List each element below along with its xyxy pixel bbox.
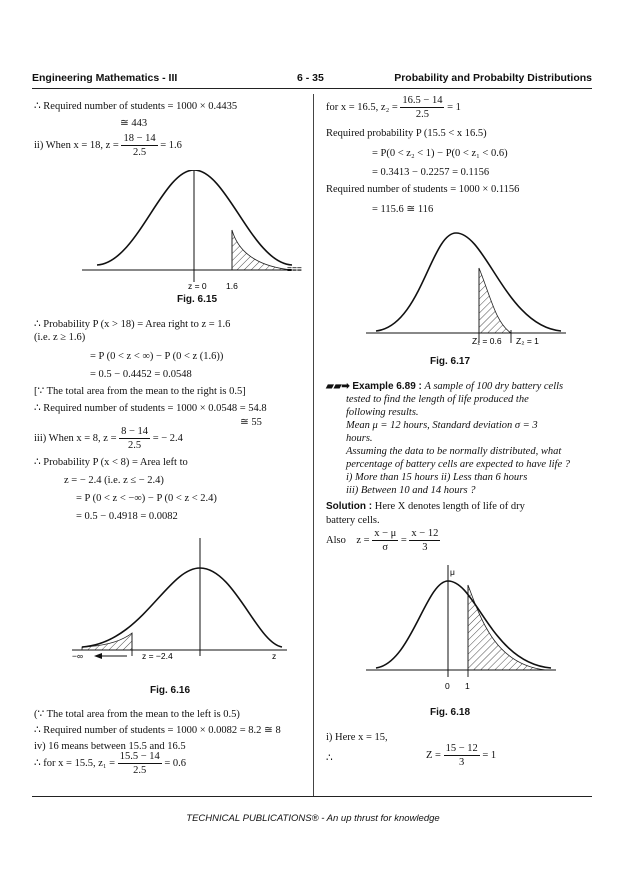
figure-caption: Fig. 6.17 bbox=[430, 356, 471, 367]
figure-6-18 bbox=[366, 565, 566, 695]
mu-label: μ bbox=[450, 567, 455, 577]
example-text: i) More than 15 hours ii) Less than 6 hours bbox=[346, 472, 528, 483]
fraction bbox=[444, 742, 480, 769]
figure-caption: Fig. 6.16 bbox=[150, 685, 191, 696]
numerator: x − 12 bbox=[411, 528, 439, 539]
text-line: Required probability P (15.5 < x 16.5) bbox=[326, 128, 487, 139]
solution-label: Solution : bbox=[326, 501, 373, 512]
eq-prefix: Also bbox=[326, 534, 346, 546]
arrow-icon: ▰▰➡ bbox=[326, 381, 350, 392]
eq-lhs: ii) When x = 18, z = bbox=[34, 139, 119, 151]
example-text: tested to find the length of life produced the bbox=[346, 394, 529, 405]
numerator: 16.5 − 14 bbox=[402, 95, 443, 106]
text-line: ∴ Required number of students = 1000 × 0.4435 bbox=[34, 101, 238, 112]
fraction bbox=[119, 425, 150, 452]
text-line: = P(0 < z₂ < 1) − P(0 < z₁ < 0.6) bbox=[372, 148, 508, 159]
axis-label: z bbox=[272, 651, 277, 661]
text-line: Required number of students = 1000 × 0.1156 bbox=[326, 184, 520, 195]
text-line: (∵ The total area from the mean to the left is 0.5) bbox=[34, 709, 240, 720]
column-divider bbox=[313, 94, 314, 796]
one-label: 1 bbox=[465, 681, 470, 691]
eq-rhs: = 0.6 bbox=[164, 757, 187, 769]
normal-curve bbox=[82, 568, 282, 647]
denominator: 2.5 bbox=[128, 440, 142, 451]
text-line: = P (0 < z < ∞) − P (0 < z (1.6)) bbox=[90, 351, 224, 362]
eq-lhs: Z = bbox=[426, 749, 441, 761]
page-number: 6 - 35 bbox=[297, 72, 324, 84]
normal-curve bbox=[376, 233, 561, 331]
denominator: 2.5 bbox=[132, 147, 147, 158]
fraction bbox=[409, 527, 440, 554]
text-line: = 115.6 ≅ 116 bbox=[372, 204, 434, 215]
text-line: = 0.5 − 0.4918 = 0.0082 bbox=[76, 511, 178, 522]
zero-label: 0 bbox=[445, 681, 450, 691]
denominator: 3 bbox=[422, 542, 428, 553]
figure-6-16 bbox=[72, 538, 302, 668]
denominator: 2.5 bbox=[415, 109, 429, 120]
eq-lhs: for x = 16.5, z₂ = bbox=[326, 101, 398, 113]
therefore-symbol: ∴ bbox=[326, 753, 333, 764]
eq-rhs: = 1 bbox=[447, 101, 461, 113]
text-line: ∴ Probability P (x < 8) = Area left to bbox=[34, 457, 188, 468]
equation-line bbox=[426, 742, 496, 769]
equation-line bbox=[34, 132, 182, 159]
figure-6-17 bbox=[366, 228, 576, 350]
z1-label: Z₁ = 0.6 bbox=[472, 336, 502, 346]
solution-text: battery cells. bbox=[326, 515, 380, 526]
example-text: Assuming the data to be normally distributed, what bbox=[346, 446, 562, 457]
example-text: percentage of battery cells are expected to have life ? bbox=[346, 459, 571, 470]
fraction bbox=[121, 132, 157, 159]
text-line: iv) 16 means between 15.5 and 16.5 bbox=[34, 741, 186, 752]
fraction bbox=[400, 94, 444, 121]
example-label: Example 6.89 : bbox=[352, 381, 422, 392]
numerator: 15 − 12 bbox=[445, 743, 478, 754]
right-column bbox=[326, 0, 592, 883]
equation-line bbox=[34, 425, 183, 452]
z0-label: z = 0 bbox=[188, 281, 207, 290]
shaded-region bbox=[468, 585, 546, 670]
example-text: iii) Between 10 and 14 hours ? bbox=[346, 485, 476, 496]
neg-infinity-label: −∞ bbox=[72, 651, 84, 661]
footer-rule bbox=[32, 796, 592, 797]
example-heading bbox=[326, 380, 563, 393]
eq-rhs: = − 2.4 bbox=[152, 432, 183, 444]
shaded-region bbox=[232, 230, 292, 270]
numerator: 15.5 − 14 bbox=[119, 751, 160, 762]
figure-6-15 bbox=[82, 170, 307, 290]
dash-marker: ≡≡≡ bbox=[287, 264, 302, 274]
text-line: ∴ Probability P (x > 18) = Area right to z = 1.6 bbox=[34, 319, 231, 330]
numerator: x − μ bbox=[374, 528, 397, 539]
text-line: ≅ 55 bbox=[240, 417, 262, 428]
denominator: σ bbox=[382, 542, 389, 553]
eq-lhs: iii) When x = 8, z = bbox=[34, 432, 117, 444]
text-line: z = − 2.4 (i.e. z ≤ − 2.4) bbox=[64, 475, 164, 486]
example-text: A sample of 100 dry battery cells bbox=[424, 381, 564, 392]
denominator: 3 bbox=[459, 757, 465, 768]
eq-rhs: = 1.6 bbox=[160, 139, 182, 151]
fraction bbox=[372, 527, 398, 554]
chapter-title: Probability and Probabilty Distributions bbox=[394, 72, 592, 84]
arrow-head bbox=[94, 653, 102, 659]
equation-line bbox=[326, 752, 333, 765]
book-title: Engineering Mathematics - III bbox=[32, 72, 178, 84]
solution-text: Here X denotes length of life of dry bbox=[374, 501, 525, 512]
example-text: following results. bbox=[346, 407, 419, 418]
text-line: ≅ 443 bbox=[120, 118, 148, 129]
text-line: [∵ The total area from the mean to the right is 0.5] bbox=[34, 386, 246, 397]
solution-line bbox=[326, 500, 525, 513]
eq-lhs: z = bbox=[356, 534, 370, 546]
z-label: 1.6 bbox=[226, 281, 238, 290]
left-column bbox=[32, 0, 307, 883]
example-text: hours. bbox=[346, 433, 373, 444]
footer: TECHNICAL PUBLICATIONS® - An up thrust for knowledge bbox=[186, 813, 440, 824]
text-line: ∴ Required number of students = 1000 × 0.0082 = 8.2 ≅ 8 bbox=[34, 725, 281, 736]
figure-caption: Fig. 6.18 bbox=[430, 707, 471, 718]
text-line: = P (0 < z < −∞) − P (0 < z < 2.4) bbox=[76, 493, 217, 504]
eq-rhs: = 1 bbox=[482, 749, 497, 761]
example-text: Mean μ = 12 hours, Standard deviation σ = 3 bbox=[346, 420, 538, 431]
normal-curve bbox=[376, 581, 551, 668]
equation-line: Also z = $\frac{x - \mu}{\sigma}$ = $\frac{x - 12}{3}$ bbox=[326, 528, 439, 553]
text-line: = 0.3413 − 0.2257 = 0.1156 bbox=[372, 167, 490, 178]
equation-line bbox=[34, 750, 186, 777]
text-line: ∴ Required number of students = 1000 × 0.0548 = 54.8 bbox=[34, 403, 267, 414]
z-label: z = −2.4 bbox=[142, 651, 173, 661]
text-line: = 0.5 − 0.4452 = 0.0548 bbox=[90, 369, 192, 380]
numerator: 8 − 14 bbox=[121, 426, 149, 437]
numerator: 18 − 14 bbox=[123, 133, 156, 144]
equation-line bbox=[326, 94, 461, 121]
figure-caption: Fig. 6.15 bbox=[177, 294, 218, 305]
z2-label: Z₂ = 1 bbox=[516, 336, 539, 346]
text-line: i) Here x = 15, bbox=[326, 732, 388, 743]
eq-lhs: ∴ for x = 15.5, z₁ = bbox=[34, 757, 116, 769]
denominator: 2.5 bbox=[133, 765, 147, 776]
fraction bbox=[118, 750, 162, 777]
text-line: (i.e. z ≥ 1.6) bbox=[34, 332, 86, 343]
shaded-region bbox=[479, 268, 511, 333]
